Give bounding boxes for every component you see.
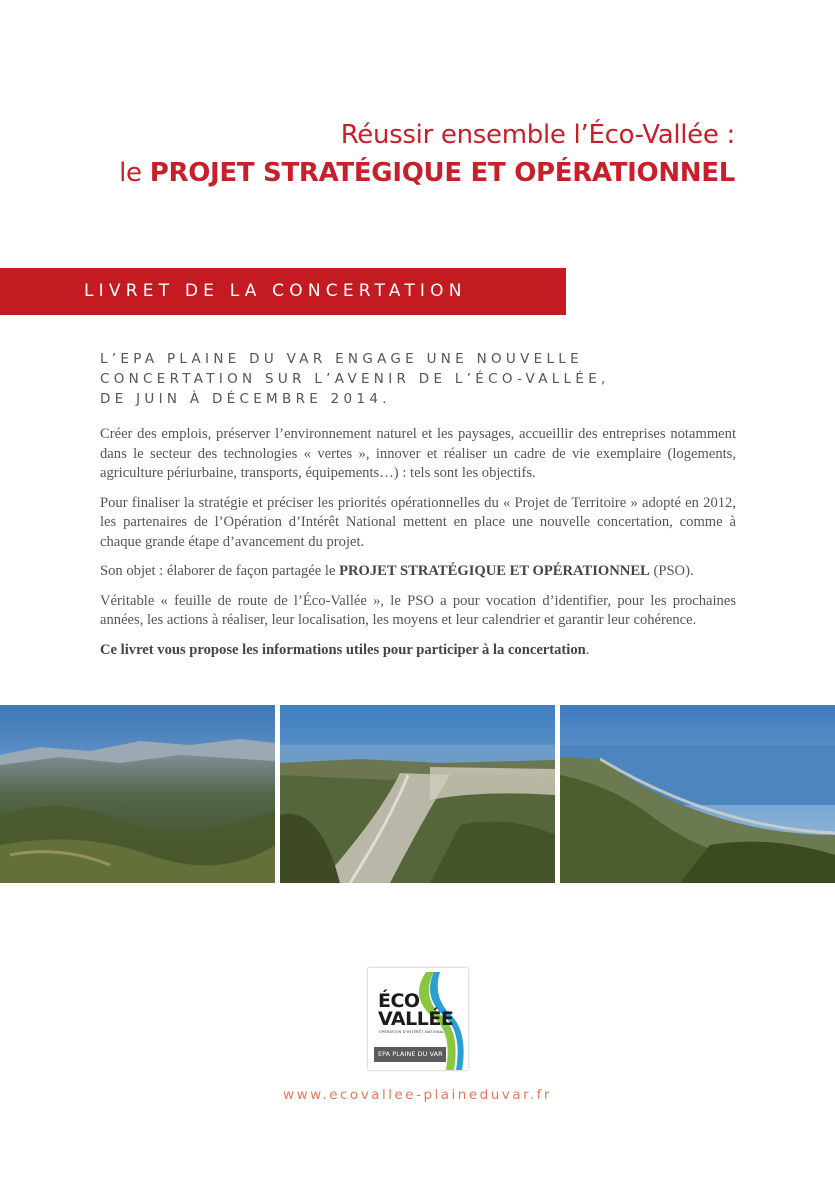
logo-vallee-text: VALLÉE bbox=[378, 1008, 454, 1030]
p3-prefix: Son objet : élaborer de façon partagée le bbox=[100, 563, 336, 579]
paragraph-roadmap: Véritable « feuille de route de l’Éco-Vallée », le PSO a pour vocation d’identifier, pour les prochaines années, les actions à réaliser, leur localisation, les moyens et leur calendrier et garantir leur cohérence. bbox=[100, 592, 736, 628]
logo-oin-text: OPÉRATION D’INTÉRÊT NATIONAL bbox=[379, 1030, 445, 1034]
body-text bbox=[100, 425, 736, 670]
banner-label: LIVRET DE LA CONCERTATION bbox=[84, 281, 467, 301]
paragraph-objectives: Créer des emplois, préserver l’environnement naturel et les paysages, accueillir des entreprises notamment dans le secteur des technologies « vertes », innover et réaliser un cadre de vie exemplaire (logements, agriculture périurbaine, transports, équipements…) : tels sont les objectifs. bbox=[100, 426, 736, 481]
aerial-photo-strip bbox=[0, 705, 835, 883]
title-bold: PROJET STRATÉGIQUE ET OPÉRATIONNEL bbox=[149, 158, 735, 188]
title-line-1: Réussir ensemble l’Éco-Vallée : bbox=[340, 120, 735, 150]
p3-suffix: (PSO). bbox=[653, 563, 694, 579]
logo-epa-bar bbox=[374, 1047, 446, 1062]
subheading-line: CONCERTATION SUR L’AVENIR DE L’ÉCO-VALLÉE, bbox=[100, 371, 610, 387]
eco-vallee-logo bbox=[368, 968, 468, 1070]
paragraph-object bbox=[100, 562, 736, 582]
page-title bbox=[119, 116, 735, 192]
aerial-photo-valley bbox=[280, 705, 555, 883]
logo-epa-text: EPA PLAINE DU VAR bbox=[378, 1050, 443, 1058]
p5-bold: Ce livret vous propose les informations utiles pour participer à la concertation bbox=[100, 641, 586, 658]
title-prefix: le bbox=[119, 158, 142, 188]
website-url[interactable]: www.ecovallee-plaineduvar.fr bbox=[283, 1087, 552, 1103]
paragraph-invitation bbox=[100, 641, 736, 661]
subheading-line: L’EPA PLAINE DU VAR ENGAGE UNE NOUVELLE bbox=[100, 351, 583, 367]
section-banner bbox=[0, 268, 566, 315]
subheading-line: DE JUIN À DÉCEMBRE 2014. bbox=[100, 391, 391, 407]
paragraph-strategy: Pour finaliser la stratégie et préciser les priorités opérationnelles du « Projet de Territoire » adopté en 2012, les partenaires de l’Opération d’Intérêt National mettent en place une nouvelle concertation, comme à chaque grande étape d’avancement du projet. bbox=[100, 494, 736, 550]
subheading bbox=[100, 349, 740, 409]
title-line-2 bbox=[119, 154, 735, 192]
p3-bold: PROJET STRATÉGIQUE ET OPÉRATIONNEL bbox=[339, 563, 650, 579]
logo-eco-text: ÉCO bbox=[378, 990, 420, 1012]
aerial-photo-coast bbox=[560, 705, 835, 883]
p5-suffix: . bbox=[585, 641, 590, 658]
aerial-photo-mountains bbox=[0, 705, 275, 883]
